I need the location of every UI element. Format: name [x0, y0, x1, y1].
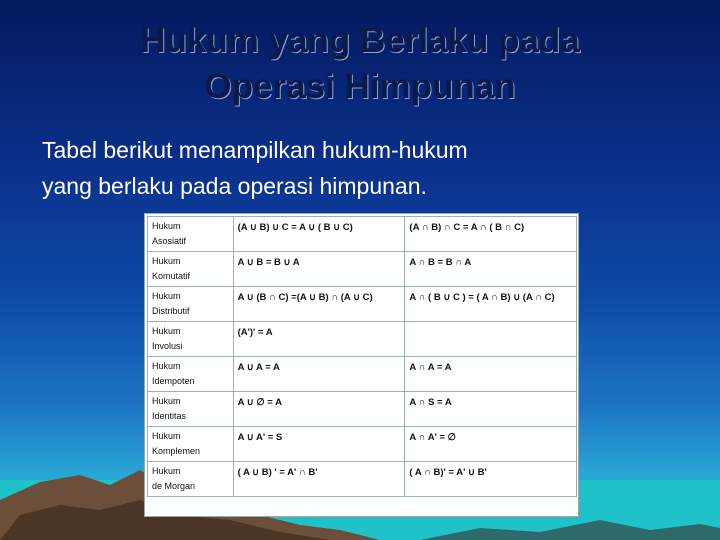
- law-intersection-cell: (A ∩ B) ∩ C = A ∩ ( B ∩ C): [405, 217, 577, 252]
- law-name: Komutatif: [152, 271, 191, 281]
- intro-text: [42, 132, 682, 204]
- law-name-cell: [148, 357, 234, 392]
- law-intersection-cell: ( A ∩ B)' = A' ∪ B': [405, 462, 577, 497]
- law-name-cell: [148, 392, 234, 427]
- table-row: [148, 427, 577, 462]
- table-row: [148, 322, 577, 357]
- law-name-cell: [148, 217, 234, 252]
- law-intersection-cell: A ∩ B = B ∩ A: [405, 252, 577, 287]
- intro-line1: Tabel berikut menampilkan hukum-hukum: [42, 137, 468, 163]
- table-row: [148, 217, 577, 252]
- law-name-prefix: Hukum: [152, 396, 181, 406]
- law-name-cell: [148, 462, 234, 497]
- table-row: [148, 252, 577, 287]
- law-union-cell: A ∪ A' = S: [233, 427, 405, 462]
- law-name-cell: [148, 252, 234, 287]
- table-row: [148, 357, 577, 392]
- law-name-prefix: Hukum: [152, 221, 181, 231]
- law-union-cell: A ∪ ∅ = A: [233, 392, 405, 427]
- law-name: Idempoten: [152, 376, 195, 386]
- law-union-cell: ( A ∪ B) ' = A' ∩ B': [233, 462, 405, 497]
- law-name-prefix: Hukum: [152, 431, 181, 441]
- table-row: [148, 287, 577, 322]
- slide-title-line2: Operasi Himpunan: [204, 67, 516, 106]
- intro-line2: yang berlaku pada operasi himpunan.: [42, 173, 427, 199]
- table-row: [148, 462, 577, 497]
- law-name-prefix: Hukum: [152, 466, 181, 476]
- law-name: Komplemen: [152, 446, 201, 456]
- law-name-cell: [148, 287, 234, 322]
- law-union-cell: (A ∪ B) ∪ C = A ∪ ( B ∪ C): [233, 217, 405, 252]
- law-name-prefix: Hukum: [152, 256, 181, 266]
- law-name: Asosiatif: [152, 236, 187, 246]
- law-intersection-cell: A ∩ A' = ∅: [405, 427, 577, 462]
- law-name-cell: [148, 427, 234, 462]
- law-union-cell: A ∪ A = A: [233, 357, 405, 392]
- laws-table: [147, 216, 577, 497]
- law-name: Distributif: [152, 306, 190, 316]
- law-name-cell: [148, 322, 234, 357]
- slide-title-line1: Hukum yang Berlaku pada: [140, 21, 580, 60]
- law-name: Identitas: [152, 411, 187, 421]
- law-intersection-cell: A ∩ A = A: [405, 357, 577, 392]
- law-name-prefix: Hukum: [152, 291, 181, 301]
- table-row: [148, 392, 577, 427]
- law-name-prefix: Hukum: [152, 361, 181, 371]
- law-intersection-cell: A ∩ ( B ∪ C ) = ( A ∩ B) ∪ (A ∩ C): [405, 287, 577, 322]
- law-union-cell: (A')' = A: [233, 322, 405, 357]
- law-union-cell: A ∪ B = B ∪ A: [233, 252, 405, 287]
- law-name: de Morgan: [152, 481, 196, 491]
- law-intersection-cell: A ∩ S = A: [405, 392, 577, 427]
- law-intersection-cell: [405, 322, 577, 357]
- laws-table-image: [144, 213, 579, 517]
- law-union-cell: A ∪ (B ∩ C) =(A ∪ B) ∩ (A ∪ C): [233, 287, 405, 322]
- law-name: Involusi: [152, 341, 183, 351]
- slide-title: [0, 18, 720, 110]
- law-name-prefix: Hukum: [152, 326, 181, 336]
